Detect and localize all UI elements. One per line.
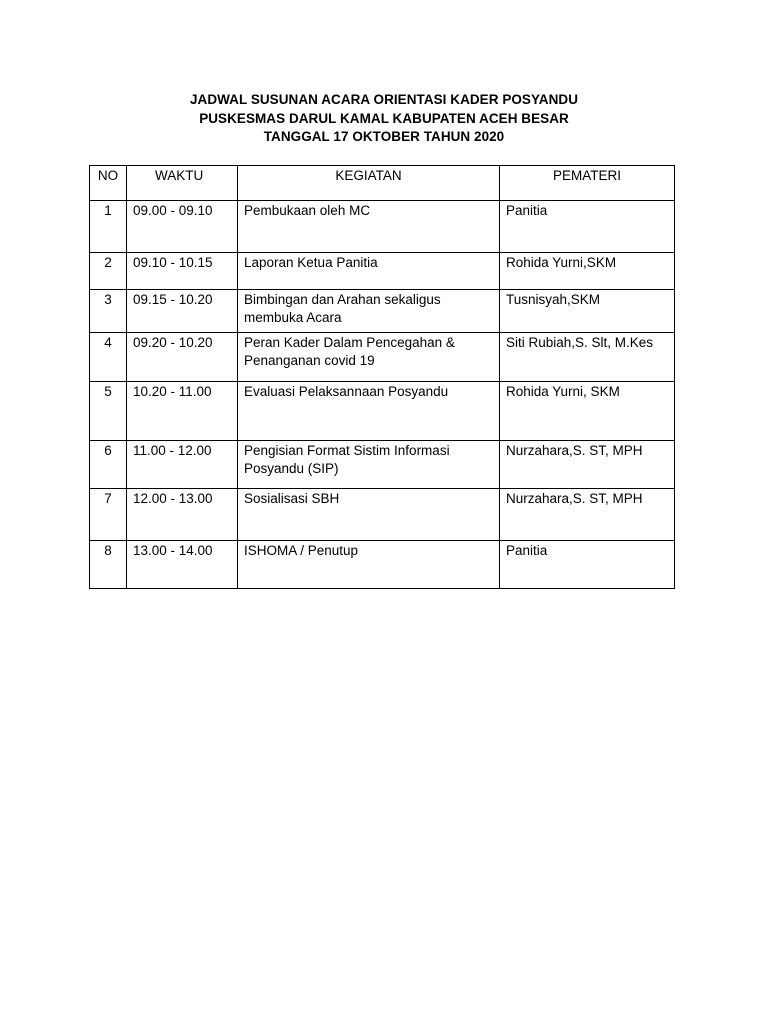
cell-waktu: 13.00 - 14.00 — [127, 541, 238, 589]
cell-kegiatan: Pengisian Format Sistim Informasi Posyandu (SIP) — [238, 441, 500, 489]
cell-no: 6 — [90, 441, 127, 489]
header-no: NO — [90, 166, 127, 201]
document-title — [0, 91, 768, 147]
table-row — [90, 253, 675, 290]
cell-no: 3 — [90, 290, 127, 333]
cell-kegiatan: Pembukaan oleh MC — [238, 201, 500, 253]
cell-kegiatan: Laporan Ketua Panitia — [238, 253, 500, 290]
cell-waktu: 09.15 - 10.20 — [127, 290, 238, 333]
cell-no: 4 — [90, 333, 127, 382]
cell-no: 2 — [90, 253, 127, 290]
cell-waktu: 09.00 - 09.10 — [127, 201, 238, 253]
title-line-1: JADWAL SUSUNAN ACARA ORIENTASI KADER POSYANDU — [189, 92, 579, 107]
cell-pemateri: Rohida Yurni, SKM — [500, 382, 675, 441]
cell-waktu: 09.10 - 10.15 — [127, 253, 238, 290]
cell-waktu: 09.20 - 10.20 — [127, 333, 238, 382]
cell-no: 7 — [90, 489, 127, 541]
cell-no: 1 — [90, 201, 127, 253]
table-row — [90, 382, 675, 441]
cell-no: 8 — [90, 541, 127, 589]
cell-waktu: 11.00 - 12.00 — [127, 441, 238, 489]
cell-no: 5 — [90, 382, 127, 441]
schedule-table — [89, 165, 675, 589]
table-row — [90, 541, 675, 589]
cell-kegiatan: Evaluasi Pelaksannaan Posyandu — [238, 382, 500, 441]
cell-waktu: 10.20 - 11.00 — [127, 382, 238, 441]
header-kegiatan: KEGIATAN — [238, 166, 500, 201]
cell-pemateri: Panitia — [500, 541, 675, 589]
cell-pemateri: Tusnisyah,SKM — [500, 290, 675, 333]
header-waktu: WAKTU — [127, 166, 238, 201]
cell-kegiatan: Peran Kader Dalam Pencegahan & Penanganan covid 19 — [238, 333, 500, 382]
table-row — [90, 489, 675, 541]
cell-pemateri: Rohida Yurni,SKM — [500, 253, 675, 290]
cell-kegiatan: Bimbingan dan Arahan sekaligus membuka Acara — [238, 290, 500, 333]
table-row — [90, 290, 675, 333]
cell-pemateri: Siti Rubiah,S. Slt, M.Kes — [500, 333, 675, 382]
cell-pemateri: Nurzahara,S. ST, MPH — [500, 441, 675, 489]
table-header-row — [90, 166, 675, 201]
cell-waktu: 12.00 - 13.00 — [127, 489, 238, 541]
table-row — [90, 201, 675, 253]
cell-pemateri: Panitia — [500, 201, 675, 253]
title-line-3: TANGGAL 17 OKTOBER TAHUN 2020 — [263, 129, 505, 144]
table-row — [90, 333, 675, 382]
cell-kegiatan: ISHOMA / Penutup — [238, 541, 500, 589]
header-pemateri: PEMATERI — [500, 166, 675, 201]
cell-pemateri: Nurzahara,S. ST, MPH — [500, 489, 675, 541]
table-row — [90, 441, 675, 489]
title-line-2: PUSKESMAS DARUL KAMAL KABUPATEN ACEH BESAR — [199, 110, 569, 126]
cell-kegiatan: Sosialisasi SBH — [238, 489, 500, 541]
